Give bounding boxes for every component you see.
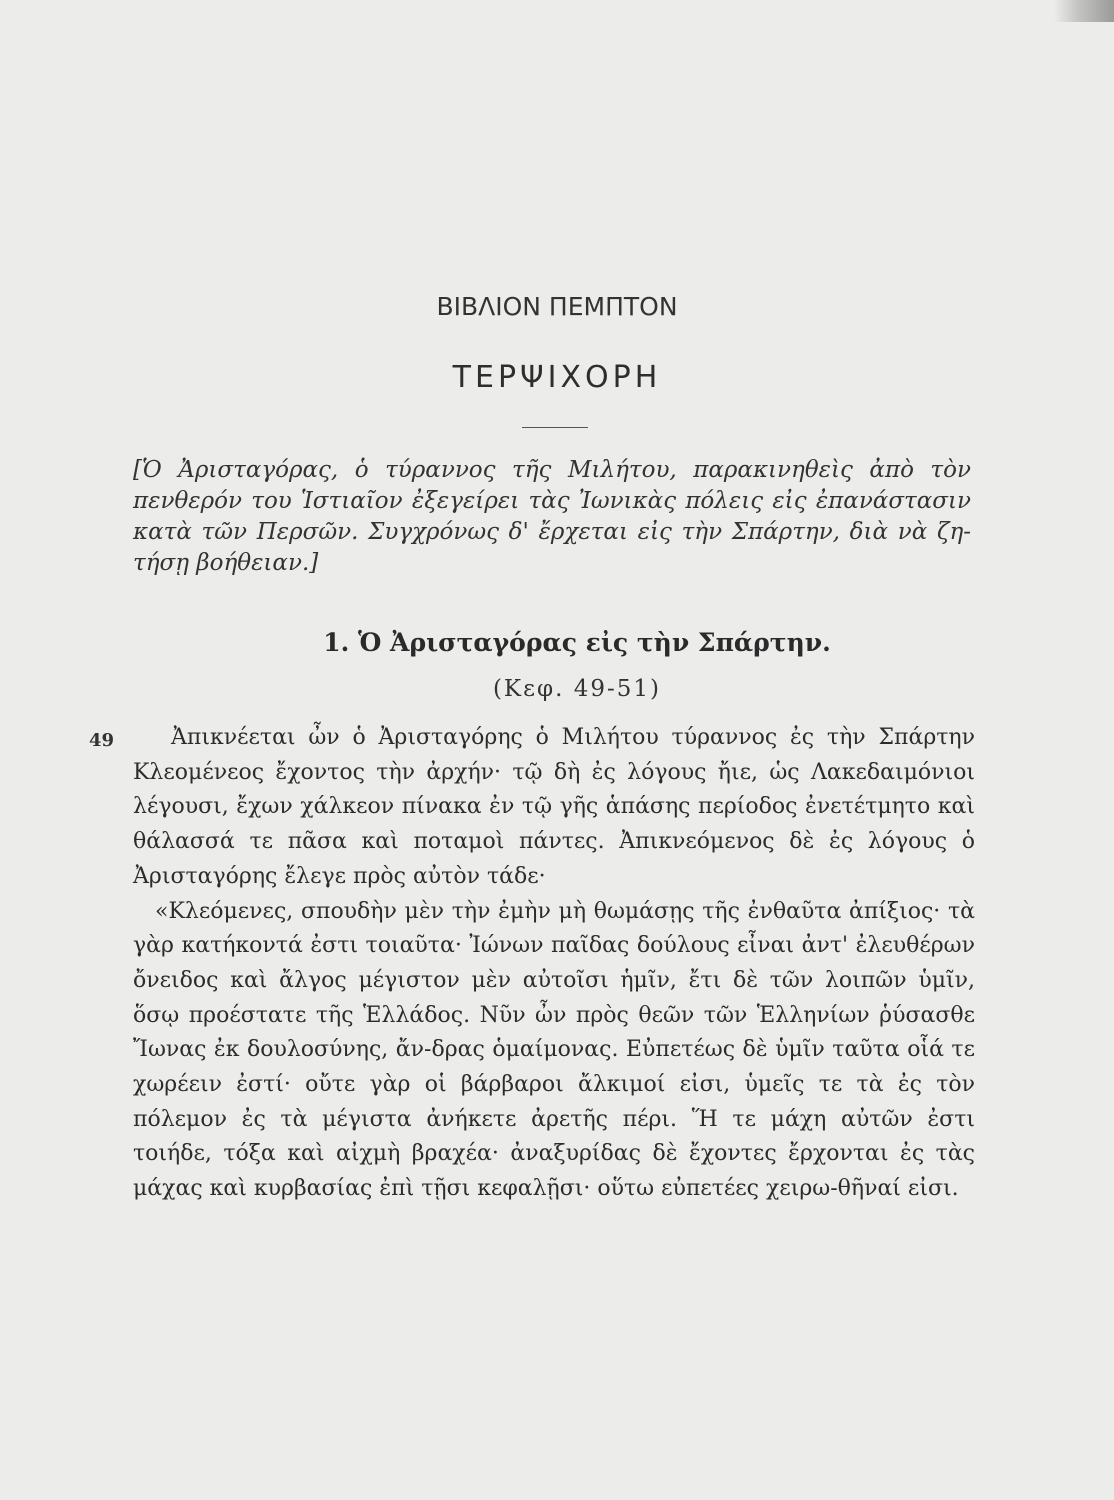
book-subtitle: ΤΕΡΨΙΧΟΡΗ xyxy=(452,360,662,395)
paragraph: Ἀπικνέεται ὦν ὁ Ἀρισταγόρης ὁ Μιλήτου τύραννος ἐς τὴν Σπάρτην Κλεομένεος ἔχοντος τὴν ἀρχήν· τῷ δὴ ἐς λόγους ἤιε, ὡς Λακεδαιμόνιοι λέγουσι, ἔχων χάλκεον πίνακα ἐν τῷ γῆς ἁπάσης περίοδος ἐνετέτμητο καὶ θάλασσά τε πᾶσα καὶ ποταμοὶ πάντες. Ἀπικνεόμενος δὲ ἐς λόγους ὁ Ἀρισταγόρης ἔλεγε πρὸς αὐτὸν τάδε· xyxy=(133,725,975,889)
title-divider xyxy=(522,427,588,428)
chapter-summary: [Ὁ Ἀρισταγόρας, ὁ τύραννος τῆς Μιλήτου, παρακινηθεὶς ἀπὸ τὸν πενθερόν του Ἱστιαῖον ἐξεγείρει τὰς Ἰωνικὰς πόλεις εἰς ἐπανάστασιν κατὰ τῶν Περσῶν. Συγχρόνως δ' ἔρχεται εἰς τὴν Σπάρτην, διὰ νὰ ζη-τήσῃ βοήθειαν.] xyxy=(133,457,971,576)
section-reference: (Κεφ. 49-51) xyxy=(492,676,662,702)
paragraph: «Κλεόμενες, σπουδὴν μὲν τὴν ἐμὴν μὴ θωμάσῃς τῆς ἐνθαῦτα ἀπίξιος· τὰ γὰρ κατήκοντά ἐστι τοιαῦτα· Ἰώνων παῖδας δούλους εἶναι ἀντ' ἐλευθέρων ὄνειδος καὶ ἄλγος μέγιστον μὲν αὐτοῖσι ἡμῖν, ἔτι δὲ τῶν λοιπῶν ὑμῖν, ὅσῳ προέστατε τῆς Ἑλλάδος. Νῦν ὦν πρὸς θεῶν τῶν Ἑλληνίων ῥύσασθε Ἴωνας ἐκ δουλοσύνης, ἄν-δρας ὁμαίμονας. Εὐπετέως δὲ ὑμῖν ταῦτα οἷά τε χωρέειν ἐστί· οὔτε γὰρ οἱ βάρβαροι ἄλκιμοί εἰσι, ὑμεῖς τε τὰ ἐς τὸν πόλεμον ἐς τὰ μέγιστα ἀνήκετε ἀρετῆς πέρι. Ἥ τε μάχη αὐτῶν ἐστι τοιήδε, τόξα καὶ αἰχμὴ βραχέα· ἀναξυρίδας δὲ ἔχοντες ἔρχονται ἐς τὰς μάχας καὶ κυρβασίας ἐπὶ τῇσι κεφαλῇσι· οὕτω εὐπετέες χειρω-θῆναί εἰσι. xyxy=(133,898,975,1202)
book-title: ΒΙΒΛΙΟΝ ΠΕΜΠΤΟΝ xyxy=(436,292,678,321)
section-heading: 1. Ὁ Ἀρισταγόρας εἰς τὴν Σπάρτην. xyxy=(323,628,831,657)
margin-chapter-number: 49 xyxy=(89,730,115,751)
page-edge-shadow xyxy=(1054,0,1114,22)
body-text xyxy=(133,721,975,1207)
